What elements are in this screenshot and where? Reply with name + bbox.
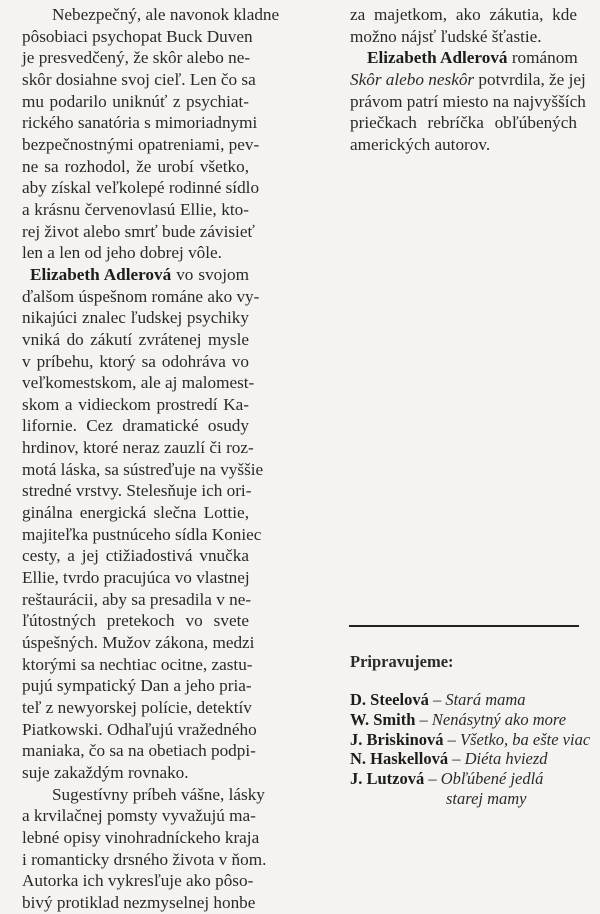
author-name: J. Briskinová [350, 729, 444, 749]
text-line [350, 134, 577, 156]
text-line [22, 134, 260, 156]
text-segment: vo svojom [171, 264, 249, 284]
text-line [22, 849, 267, 871]
author-name: N. Haskellová [350, 749, 449, 769]
text-segment: Autorka ich vykresľuje ako pôso- [22, 871, 254, 891]
text-segment: a krvilačnej pomsty vyvažujú ma- [22, 806, 256, 826]
text-segment: a krásnu červenovlasú Ellie, kto- [22, 199, 249, 219]
text-segment: úspešných. Mužov zákona, medzi [22, 633, 255, 653]
left-text-column [22, 4, 280, 914]
text-line [22, 177, 260, 199]
text-line [350, 47, 577, 69]
text-segment: majiteľka pustnúceho sídla Koniec [22, 524, 262, 544]
text-line [22, 112, 258, 134]
text-line [350, 26, 577, 48]
text-segment: priečkach rebríčka obľúbených [350, 113, 577, 133]
text-segment: maniaka, čo sa na obetiach podpi- [22, 741, 256, 761]
text-segment: právom patrí miesto na najvyšších [350, 91, 586, 111]
text-segment: potvrdila, že jej [474, 69, 586, 89]
text-line [22, 805, 256, 827]
separator: – [448, 749, 465, 769]
text-segment: Piatkowski. Odhaľujú vražedného [22, 719, 257, 739]
text-line [22, 91, 249, 113]
text-segment: Nebezpečný, ale navonok kladne [52, 5, 280, 24]
text-segment: suje zakaždým rovnako. [22, 762, 189, 782]
text-segment: hrdinov, ktoré neraz zauzlí či roz- [22, 438, 254, 458]
text-segment: ďalšom úspešnom románe ako vy- [22, 286, 260, 306]
book-title-continued: starej mamy [446, 788, 527, 808]
text-line [22, 459, 264, 481]
text-segment: motá láska, sa sústreďuje na vyššie [22, 459, 264, 479]
text-line [22, 827, 260, 849]
text-segment: vniká do zákutí zvrátenej mysle [22, 329, 249, 349]
text-line [350, 69, 586, 91]
separator: – [424, 769, 441, 789]
text-line [22, 437, 254, 459]
right-text-column [350, 4, 586, 156]
text-line [22, 199, 249, 221]
text-segment: skom a vidieckom prostredí Ka- [22, 394, 249, 414]
text-line [22, 156, 249, 178]
author-name: J. Lutzová [350, 769, 425, 789]
text-line [22, 372, 255, 394]
text-segment: bezpečnostnými opatreniami, pev- [22, 134, 260, 154]
text-line [350, 91, 586, 113]
text-segment: románom [507, 48, 578, 68]
text-segment: teľ z newyorskej polície, detektív [22, 698, 252, 717]
text-line [22, 329, 249, 351]
text-line [22, 524, 262, 546]
text-line [22, 242, 249, 264]
text-segment: lebné opisy vinohradníckeho kraja [22, 827, 260, 847]
text-line [22, 47, 249, 69]
text-line [22, 632, 255, 654]
upcoming-heading: Pripravujeme: [350, 652, 454, 671]
author-name: W. Smith [350, 709, 416, 729]
text-line [22, 264, 249, 286]
upcoming-book [350, 769, 590, 789]
author-name: Elizabeth Adlerová [367, 48, 508, 68]
text-segment: mu podarilo uniknúť z psychiat- [22, 91, 249, 111]
text-line [22, 415, 249, 437]
text-line [350, 112, 577, 134]
text-segment: veľkomestskom, ale aj malomest- [22, 373, 255, 393]
book-title: Všetko, ba ešte viac [460, 729, 591, 749]
text-segment: skôr dosiahne svoj cieľ. Len čo sa [22, 69, 256, 89]
text-segment: stredné vrstvy. Stelesňuje ich ori- [22, 481, 252, 501]
book-title: Obľúbené jedlá [440, 769, 544, 789]
text-segment: pôsobiaci psychopat Buck Duven [22, 26, 253, 46]
text-segment: ľútostných pretekoch vo svete [22, 611, 249, 631]
text-line [22, 870, 254, 892]
text-segment: cesty, a jej ctižiadostivá vnučka [22, 546, 249, 566]
text-line [22, 351, 249, 373]
text-segment: ne sa rozhodol, že urobí všetko, [22, 156, 249, 176]
text-line [22, 762, 249, 784]
text-line [22, 502, 249, 524]
separator: – [415, 709, 432, 729]
text-line [22, 480, 252, 502]
text-segment: lifornie. Cez dramatické osudy [22, 416, 249, 436]
text-segment: len a len od jeho dobrej vôle. [22, 243, 222, 263]
text-segment: Sugestívny príbeh vášne, lásky [52, 784, 265, 804]
text-segment: amerických autorov. [350, 134, 491, 154]
text-segment: rického sanatória s mimoriadnymi [22, 113, 258, 133]
separator: – [443, 729, 461, 749]
text-segment: je presvedčený, že skôr alebo ne- [22, 48, 251, 68]
text-line [22, 286, 260, 308]
text-segment: ktorými sa nechtiac ocitne, zastu- [22, 654, 253, 674]
text-segment: i romanticky drsného života v ňom. [22, 849, 267, 869]
text-line [22, 892, 256, 914]
text-segment: v príbehu, ktorý sa odohráva vo [22, 351, 249, 371]
text-segment: za majetkom, ako zákutia, kde [350, 5, 577, 24]
text-line [22, 4, 280, 26]
text-segment: Ellie, tvrdo pracujúca vo vlastnej [22, 568, 250, 588]
author-name: Elizabeth Adlerová [30, 264, 172, 284]
text-line [350, 4, 577, 26]
book-title: Nenásytný ako more [431, 709, 567, 729]
text-line [22, 394, 249, 416]
text-line [22, 719, 257, 741]
text-line [22, 697, 252, 719]
book-title: Stará mama [445, 690, 526, 709]
upcoming-list [350, 690, 590, 809]
text-line [22, 69, 256, 91]
text-segment: nikajúci znalec ľudskej psychiky [22, 308, 249, 328]
text-line [22, 740, 256, 762]
text-line [22, 610, 249, 632]
text-line [22, 26, 253, 48]
text-segment: aby získal veľkolepé rodinné sídlo [22, 178, 260, 198]
separator: – [428, 690, 446, 709]
upcoming-book [350, 710, 590, 730]
text-line [22, 307, 249, 329]
text-segment: reštaurácii, aby sa presadila v ne- [22, 589, 252, 609]
upcoming-book [350, 749, 590, 769]
text-segment: ginálna energická slečna Lottie, [22, 503, 249, 523]
upcoming-book [350, 730, 590, 750]
text-line [22, 545, 249, 567]
text-segment: bivý protiklad nezmyselnej honbe [22, 892, 256, 912]
divider-rule [349, 625, 579, 627]
text-line [22, 221, 255, 243]
text-line [22, 654, 253, 676]
text-line [22, 589, 252, 611]
text-segment: pujú sympatický Dan a jeho pria- [22, 676, 252, 696]
text-line [22, 567, 249, 589]
book-title: Diéta hviezd [464, 749, 548, 769]
book-title: Skôr alebo neskôr [350, 69, 475, 89]
text-line [22, 784, 265, 806]
author-name: D. Steelová [350, 690, 429, 709]
text-segment: rej život alebo smrť bude závisieť [22, 221, 255, 241]
text-segment: možno nájsť ľudské šťastie. [350, 26, 542, 46]
upcoming-book [350, 690, 590, 710]
text-line [22, 675, 252, 697]
